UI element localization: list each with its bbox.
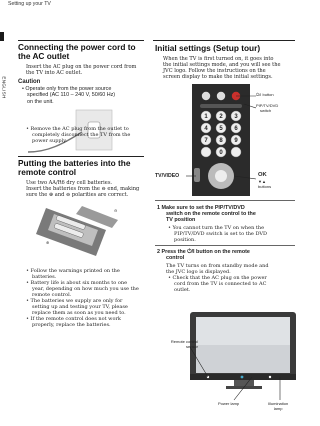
title-line: Connecting the power cord to xyxy=(18,42,136,52)
page-header: Setting up your TV xyxy=(8,1,51,7)
text-line: • Battery life is about six months to one xyxy=(26,280,128,286)
section-title-setup: Initial settings (Setup tour) xyxy=(155,43,261,53)
svg-text:3: 3 xyxy=(234,114,238,120)
tv-callout-lines xyxy=(180,330,300,410)
text-line: The TV turns on from standby mode and xyxy=(166,263,269,269)
tv-video-label: TV/VIDEO xyxy=(155,173,180,179)
arrow-buttons-label xyxy=(258,180,271,189)
label-line: sensor xyxy=(185,343,198,349)
svg-text:2: 2 xyxy=(219,114,223,120)
text-line: power supply. xyxy=(32,138,67,144)
text-line: control xyxy=(166,255,185,262)
text-line: • Remove the AC plug from the outlet to xyxy=(26,126,129,132)
section-rule xyxy=(153,40,295,41)
svg-text:9: 9 xyxy=(234,138,238,144)
text-line: switch on the remote control to the xyxy=(166,211,256,218)
section-title-ac xyxy=(18,43,148,61)
battery-illustration xyxy=(26,200,136,262)
text-line: • Check that the AC plug on the power xyxy=(168,275,267,281)
text-line: completely disconnect the TV from the xyxy=(32,132,131,138)
pip-switch-label xyxy=(256,104,278,113)
text-line: on the unit. xyxy=(27,98,54,105)
text-line: • If the remote control does not work xyxy=(26,316,121,322)
text-line: specified (AC 110 – 240 V, 50/60 Hz) xyxy=(27,92,116,99)
caution-title: Caution xyxy=(18,79,41,85)
text-line: Insert the batteries from the ⊖ end, making xyxy=(26,186,140,193)
text-line: Use two AA/R6 dry cell batteries. xyxy=(26,180,113,186)
text-line: the TV into AC outlet. xyxy=(26,70,83,77)
label-line: buttons xyxy=(258,183,272,189)
label-line: PIP/TV/DVD xyxy=(256,103,279,108)
remote-sensor-label xyxy=(158,340,198,349)
title-line: the AC outlet xyxy=(18,51,70,62)
power-lamp-label: Power lamp xyxy=(218,401,240,406)
text-line: When the TV is first turned on, it goes into xyxy=(163,56,274,62)
svg-text:6: 6 xyxy=(234,126,238,132)
svg-text:1: 1 xyxy=(204,114,208,120)
svg-text:8: 8 xyxy=(219,138,223,144)
text-line: position. xyxy=(174,237,196,243)
label-line: ▼▲ xyxy=(258,179,266,184)
step-2-body xyxy=(166,263,296,293)
text-line: • The batteries we supply are only for xyxy=(26,298,123,304)
svg-text:⊖: ⊖ xyxy=(114,208,118,213)
text-line: • Operate only from the power source xyxy=(22,86,112,92)
text-line: sure the ⊕ and ⊖ polarities are correct. xyxy=(26,192,129,199)
text-line: 2 Press the ⏻/I button on the remote xyxy=(157,249,250,255)
text-line: the JVC logo is displayed. xyxy=(166,269,231,275)
text-line: year, depending on how much you use the xyxy=(32,286,139,292)
side-tab-marker xyxy=(0,32,4,41)
svg-text:5: 5 xyxy=(219,126,223,132)
svg-text:0: 0 xyxy=(219,150,223,156)
power-button-label: ⏻/I button xyxy=(256,92,274,97)
label-line: lamp xyxy=(273,405,283,411)
caution-text xyxy=(22,86,147,105)
text-line: setting up and testing your TV, please xyxy=(32,304,128,310)
svg-text:7: 7 xyxy=(204,138,208,144)
text-line: screen display to make the initial settings. xyxy=(163,74,273,81)
ok-label: OK xyxy=(258,172,267,178)
text-line: batteries. xyxy=(32,274,57,280)
text-line: properly, replace the batteries. xyxy=(32,322,111,328)
text-line: the initial settings mode, and you will see the xyxy=(163,62,281,69)
svg-text:4: 4 xyxy=(204,126,208,132)
setup-intro xyxy=(163,56,297,80)
text-line: outlet. xyxy=(174,287,191,293)
section-title-batteries xyxy=(18,159,148,177)
title-line: Putting the batteries into the xyxy=(18,158,131,168)
remote-callout-lines xyxy=(186,84,256,196)
battery-notes xyxy=(26,268,148,328)
title-line: remote control xyxy=(18,167,77,178)
divider xyxy=(155,200,295,201)
batt-intro xyxy=(26,180,148,198)
text-line: remote control. xyxy=(32,292,72,298)
divider xyxy=(155,245,295,246)
text-line: JVC logo. Follow the instructions on the xyxy=(163,68,266,75)
step-1-heading xyxy=(157,205,295,224)
text-line: cord from the TV is connected to AC xyxy=(174,281,267,287)
illumination-lamp-label xyxy=(268,402,288,411)
text-line: Insert the AC plug on the power cord from xyxy=(26,64,137,70)
section-rule xyxy=(18,156,144,157)
side-language-label: ENGLISH xyxy=(1,76,7,99)
ac-intro xyxy=(26,64,146,76)
step-1-body xyxy=(168,225,296,243)
section-rule xyxy=(18,40,144,41)
text-line: 1 Make sure to set the PIP/TV/DVD xyxy=(157,205,245,211)
text-line: • Follow the warnings printed on the xyxy=(26,268,120,274)
step-2-heading xyxy=(157,249,295,261)
label-line: switch xyxy=(260,107,272,113)
text-line: replace them as soon as you need to. xyxy=(32,310,126,316)
svg-text:⊕: ⊕ xyxy=(46,240,50,245)
ac-note xyxy=(26,126,146,144)
text-line: • You cannot turn the TV on when the xyxy=(168,225,265,231)
text-line: PIP/TV/DVD switch is set to the DVD xyxy=(174,231,268,237)
label-line: Illumination xyxy=(268,401,289,406)
text-line: TV position xyxy=(166,217,196,224)
label-line: Remote control xyxy=(170,339,198,344)
